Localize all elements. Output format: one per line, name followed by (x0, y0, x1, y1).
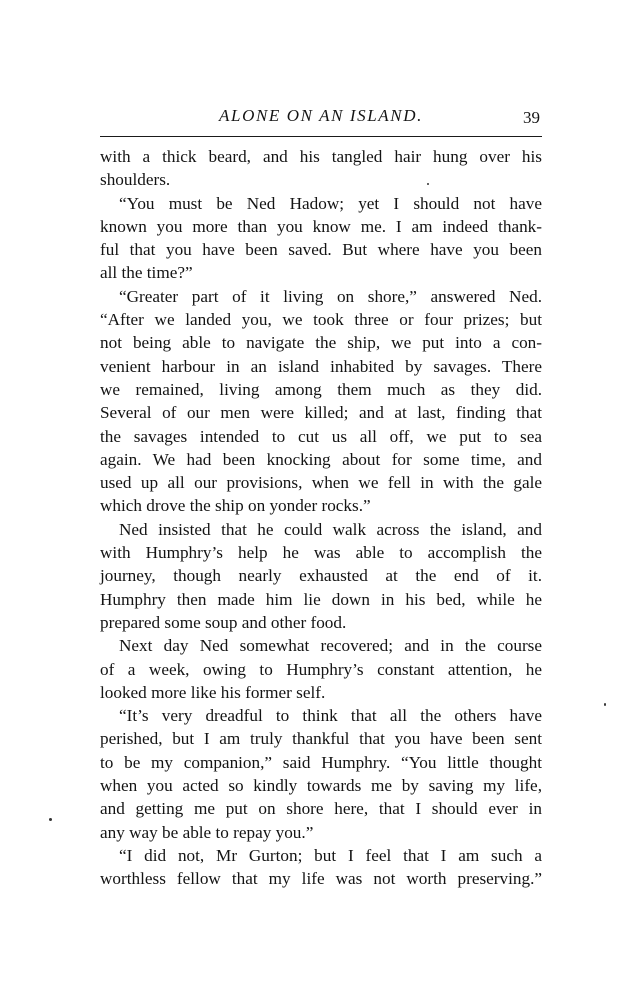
text-line: we remained, living among them much as they did. (100, 379, 542, 399)
text-line: not being able to navigate the ship, we put into a con- (100, 333, 542, 353)
text-line: “Greater part of it living on shore,” answered Ned. (119, 286, 542, 306)
text-line: Several of our men were killed; and at last, finding that (100, 403, 542, 423)
body-text (100, 145, 542, 891)
text-line: “After we landed you, we took three or four prizes; but (100, 310, 542, 330)
text-line: and getting me put on shore here, that I should ever in (100, 799, 542, 819)
text-line: which drove the ship on yonder rocks.” (100, 496, 371, 516)
text-line: of a week, owing to Humphry’s constant attention, he (100, 659, 542, 679)
text-line: when you acted so kindly towards me by saving my life, (100, 776, 542, 796)
text-line: shoulders. (100, 170, 171, 190)
paper-speck (604, 703, 606, 706)
text-line: worthless fellow that my life was not worth preserving.” (100, 869, 542, 889)
text-line: with Humphry’s help he was able to accomplish the (100, 543, 542, 563)
text-line: Next day Ned somewhat recovered; and in the course (119, 636, 542, 656)
running-head-title: ALONE ON AN ISLAND. (219, 106, 423, 125)
paper-speck (49, 818, 52, 821)
text-line: Humphry then made him lie down in his bed, while he (100, 589, 542, 609)
text-line: known you more than you know me. I am indeed thank- (100, 216, 542, 236)
text-line: the savages intended to cut us all off, we put to sea (100, 426, 542, 446)
text-line: Ned insisted that he could walk across the island, and (119, 519, 542, 539)
text-line: any way be able to repay you.” (100, 822, 314, 842)
text-line: perished, but I am truly thankful that you have been sent (100, 729, 542, 749)
text-line: to be my companion,” said Humphry. “You little thought (100, 752, 542, 772)
text-line: again. We had been knocking about for some time, and (100, 449, 542, 469)
text-line: “I did not, Mr Gurton; but I feel that I am such a (119, 845, 542, 865)
text-line: prepared some soup and other food. (100, 612, 347, 632)
text-line: venient harbour in an island inhabited by savages. There (100, 356, 542, 376)
text-line: ful that you have been saved. But where have you been (100, 240, 542, 260)
text-line: looked more like his former self. (100, 682, 326, 702)
text-line: with a thick beard, and his tangled hair hung over his (100, 147, 542, 166)
running-head (100, 106, 542, 132)
paper-speck (427, 183, 429, 185)
text-line: all the time?” (100, 263, 193, 283)
header-rule (100, 136, 542, 137)
text-line: “It’s very dreadful to think that all the others have (119, 706, 542, 726)
text-line: journey, though nearly exhausted at the end of it. (100, 566, 542, 586)
page-number: 39 (523, 108, 540, 127)
text-line: used up all our provisions, when we fell in with the gale (100, 473, 542, 493)
text-line: “You must be Ned Hadow; yet I should not have (119, 193, 542, 213)
